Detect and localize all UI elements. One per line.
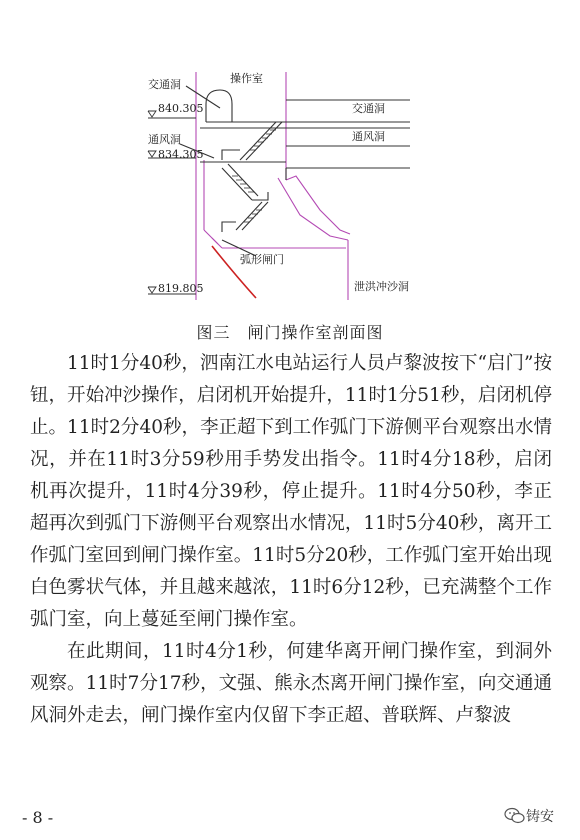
section-drawing (0, 0, 580, 310)
label-elevation-834: 834.305 (158, 148, 204, 161)
label-jiaotong-left: 交通洞 (148, 78, 181, 91)
label-tongfeng-left: 通风洞 (148, 133, 181, 146)
label-xiehong: 泄洪冲沙洞 (354, 280, 409, 293)
label-jiaotong-right: 交通洞 (352, 102, 385, 115)
paragraph: 在此期间，11时4分1秒，何建华离开闸门操作室，到洞外观察。11时7分17秒，文强、熊永杰离开闸门操作室，向交通通风洞外走去，闸门操作室内仅留下李正超、普联辉、卢黎波 (30, 641, 552, 726)
body-text (30, 348, 552, 732)
label-arc-gate: 弧形闸门 (240, 253, 284, 266)
figure-caption: 图三 闸门操作室剖面图 (196, 323, 384, 342)
label-caozuoshi: 操作室 (230, 72, 263, 85)
page-number: - 8 - (22, 808, 54, 827)
label-tongfeng-right: 通风洞 (352, 130, 385, 143)
label-elevation-819: 819.805 (158, 282, 204, 295)
section-figure (0, 0, 580, 310)
paragraph: 11时1分40秒，泗南江水电站运行人员卢黎波按下“启门”按钮，开始冲沙操作，启闭机开始提升，11时1分51秒，启闭机停止。11时2分40秒，李正超下到工作弧门下游侧平台观察出水情况，并在11时3分59秒用手势发出指令。11时4分18秒，启闭机再次提升，11时4分39秒，停止提升。11时4分50秒，李正超再次到弧门下游侧平台观察出水情况，11时5分40秒，离开工作弧门室回到闸门操作室。11时5分20秒，工作弧门室开始出现白色雾状气体，并且越来越浓，11时6分12秒，已充满整个工作弧门室，向上蔓延至闸门操作室。 (30, 353, 552, 630)
chat-bubble-icon (504, 807, 526, 825)
brand-name: 铸安 (526, 809, 554, 825)
brand-watermark (504, 805, 574, 827)
label-elevation-840: 840.305 (158, 102, 204, 115)
